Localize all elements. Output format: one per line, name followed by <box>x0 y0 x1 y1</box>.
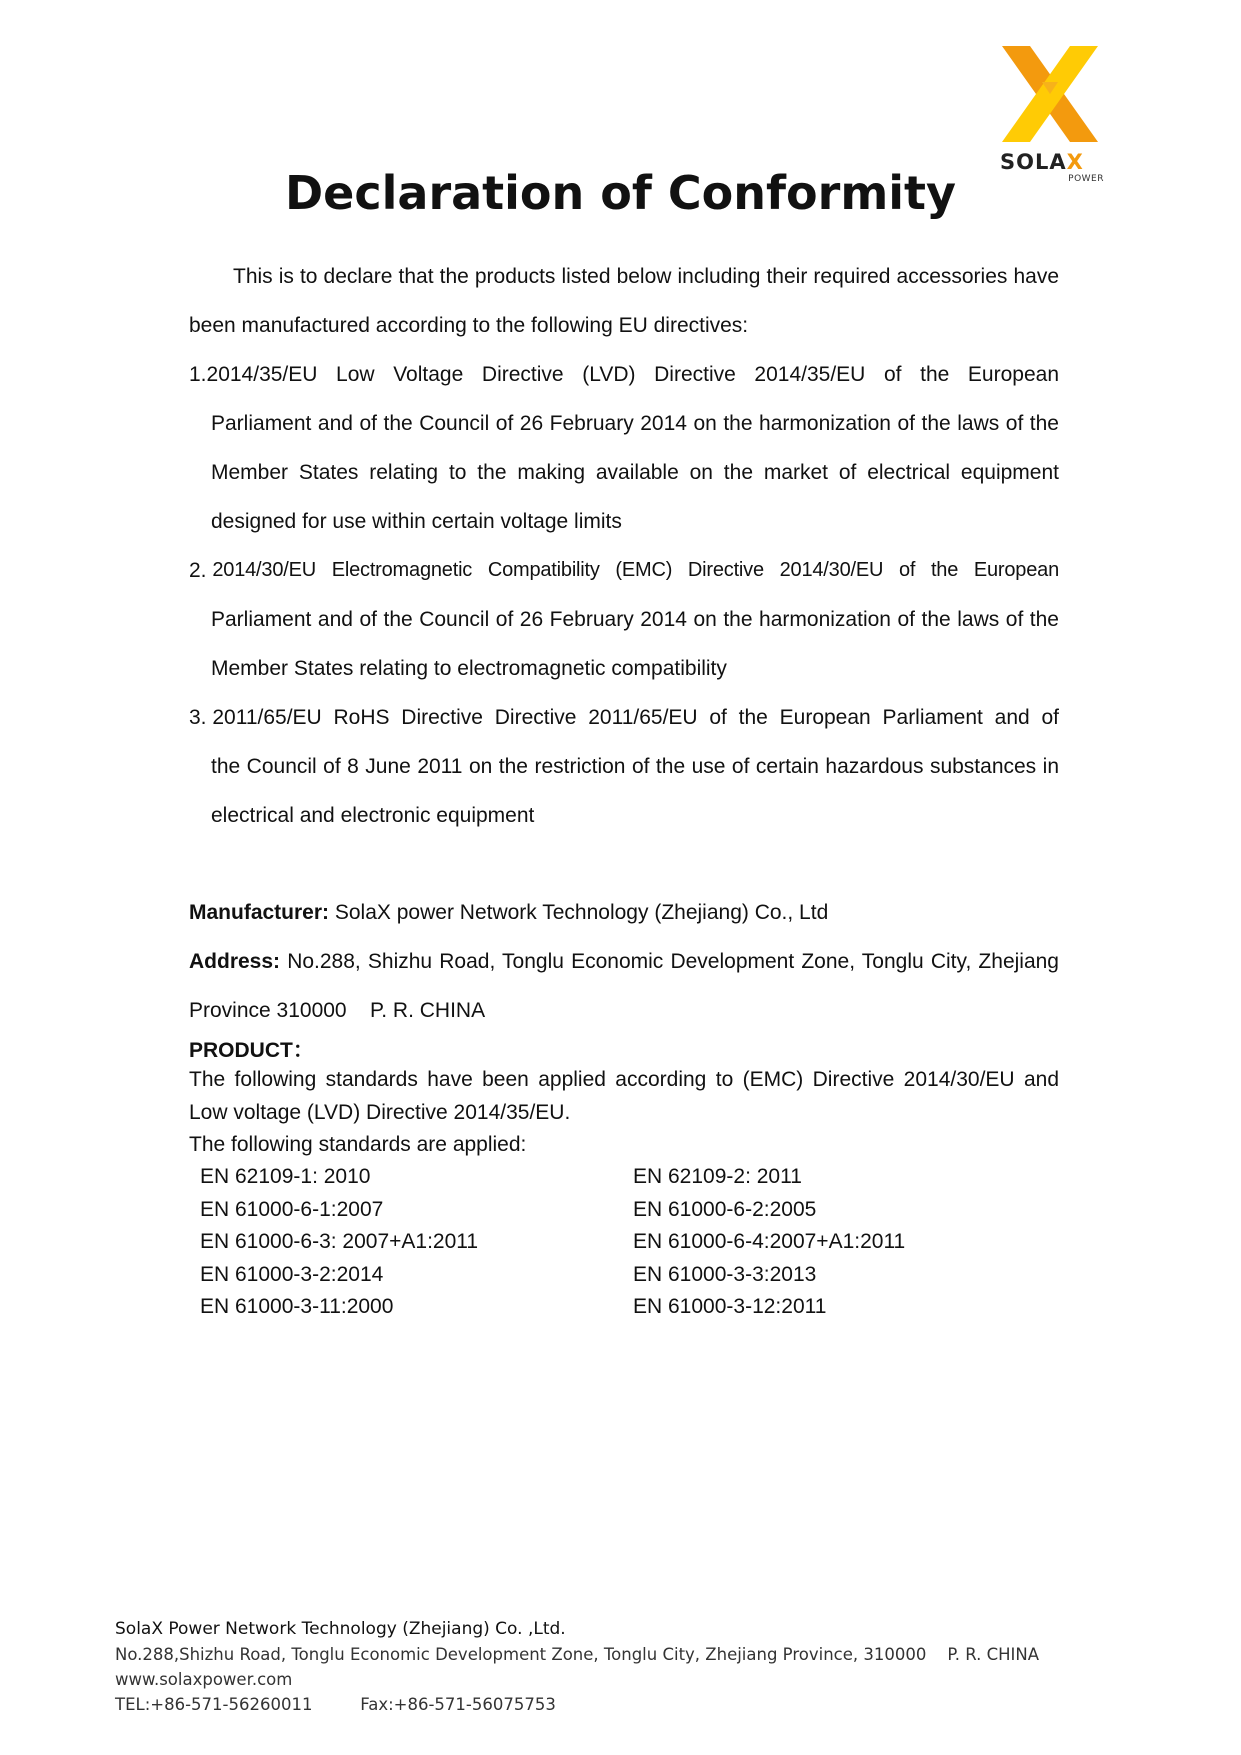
standard-item: EN 61000-6-1:2007 <box>200 1197 384 1221</box>
standards-row <box>200 1291 905 1324</box>
standard-item: EN 61000-3-2:2014 <box>200 1262 384 1286</box>
footer-contacts <box>115 1692 1039 1717</box>
footer-website: www.solaxpower.com <box>115 1670 293 1689</box>
logo-wordmark: SOLAX <box>1000 150 1084 174</box>
document-title: Declaration of Conformity <box>284 166 957 220</box>
directive-text: 2014/35/EU Low Voltage Directive (LVD) Directive 2014/35/EU of the European <box>206 363 1059 386</box>
footer-tel: TEL:+86-571-56260011 <box>115 1695 313 1714</box>
directive-text: 2011/65/EU RoHS Directive Directive 2011/65/EU of the European Parliament and of <box>212 706 1059 729</box>
directive-text: the Council of 8 June 2011 on the restriction of the use of certain hazardous substances in electrical and electronic equipment <box>211 755 1059 827</box>
standards-paragraph <box>189 1064 1059 1162</box>
standard-item: EN 61000-3-11:2000 <box>200 1295 394 1318</box>
standards-row <box>200 1194 905 1227</box>
directive-continuation <box>189 742 1059 840</box>
manufacturer-label: Manufacturer: <box>189 901 330 924</box>
standard-item: EN 61000-3-12:2011 <box>633 1295 827 1318</box>
page-footer <box>115 1617 1039 1717</box>
standard-item: EN 61000-6-3: 2007+A1:2011 <box>200 1230 479 1253</box>
standards-row <box>200 1161 905 1194</box>
logo-subtitle: POWER <box>1068 174 1104 184</box>
standard-item: EN 62109-2: 2011 <box>633 1165 802 1188</box>
x-mark-icon <box>1000 44 1100 144</box>
directive-list <box>189 350 1059 840</box>
directive-text: 2014/30/EU Electromagnetic Compatibility (EMC) Directive 2014/30/EU of the European <box>212 559 1059 581</box>
directive-number: 2. <box>189 559 213 582</box>
standard-item: EN 62109-1: 2010 <box>200 1165 371 1188</box>
directive-number: 1. <box>189 363 207 386</box>
address-value: No.288, Shizhu Road, Tonglu Economic Development Zone, Tonglu City, Zhejiang Province 310000 P. R. CHINA <box>189 950 1065 1022</box>
footer-company: SolaX Power Network Technology (Zhejiang) Co. ,Ltd. <box>115 1619 566 1639</box>
directive-text: Parliament and of the Council of 26 February 2014 on the harmonization of the laws of the Member States relating to electromagnetic compatibility <box>211 608 1059 680</box>
standard-item: EN 61000-3-3:2013 <box>633 1262 817 1286</box>
directive-item <box>189 546 1059 595</box>
standards-applied-label: The following standards are applied: <box>189 1133 527 1156</box>
standard-item: EN 61000-6-4:2007+A1:2011 <box>633 1230 906 1253</box>
directive-continuation <box>189 399 1059 546</box>
standards-description: The following standards have been applied according to (EMC) Directive 2014/30/EU and Low voltage (LVD) Directive 2014/35/EU. <box>189 1068 1059 1124</box>
address-label: Address: <box>189 950 281 973</box>
directive-item <box>189 350 1059 399</box>
manufacturer-line <box>189 888 1059 937</box>
standard-item: EN 61000-6-2:2005 <box>633 1197 817 1221</box>
standards-table <box>200 1161 905 1324</box>
address-line <box>189 937 1065 1035</box>
footer-fax: Fax:+86-571-56075753 <box>360 1695 556 1714</box>
directive-continuation <box>189 595 1059 693</box>
directive-number: 3. <box>189 706 213 729</box>
directive-item <box>189 693 1059 742</box>
intro-paragraph: This is to declare that the products listed below including their required accessories have been manufactured according to the following EU directives: <box>189 265 1059 337</box>
footer-address: No.288,Shizhu Road, Tonglu Economic Development Zone, Tonglu City, Zhejiang Province, 310000 P. R. CHINA <box>115 1645 1039 1664</box>
directive-text: Parliament and of the Council of 26 February 2014 on the harmonization of the laws of the Member States relating to the making available on the market of electrical equipment designed for use within certain voltage limits <box>211 412 1059 533</box>
standards-row <box>200 1259 905 1292</box>
manufacturer-value: SolaX power Network Technology (Zhejiang) Co., Ltd <box>334 901 829 924</box>
product-heading: PRODUCT： <box>189 1039 314 1062</box>
standards-row <box>200 1226 905 1259</box>
